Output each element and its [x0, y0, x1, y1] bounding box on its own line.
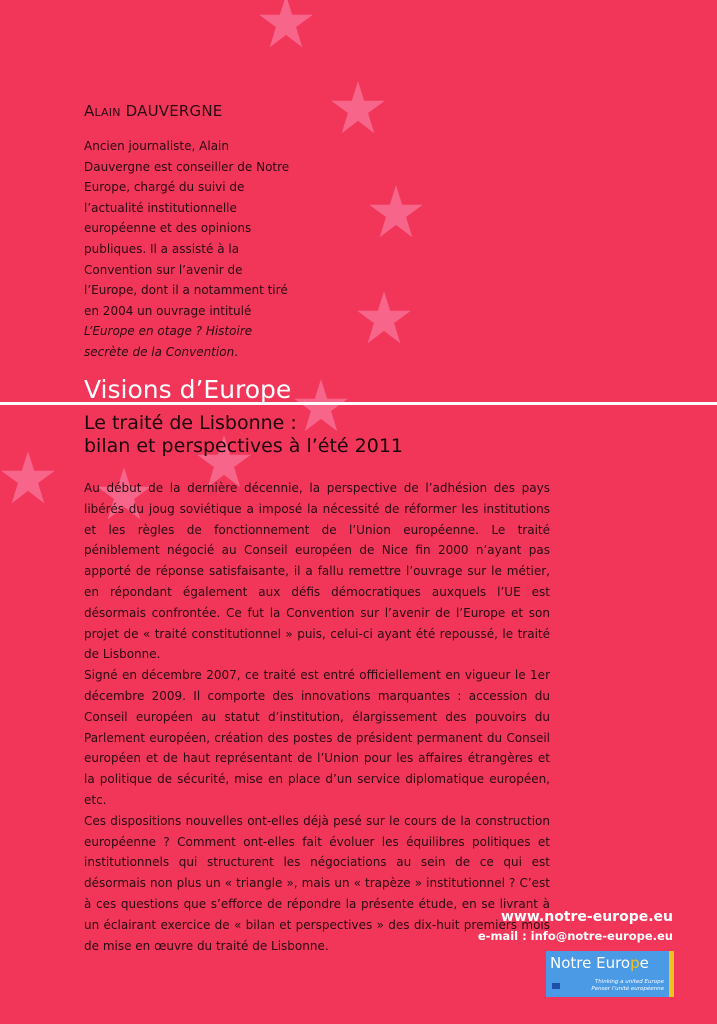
book-title: L’Europe en otage ? Histoire secrète de la Convention: [84, 324, 253, 359]
document-title: [84, 412, 403, 458]
bio-text: Ancien journaliste, Alain Dauvergne est conseiller de Notre Europe, chargé du suivi de l’actualité institutionnelle européenne et des opinions publiques. Il a assisté à la Convention sur l’avenir de l’Europe, dont il a notamment tiré en 2004 un ouvrage intitulé: [84, 139, 290, 318]
title-line: Le traité de Lisbonne :: [84, 412, 297, 434]
author-first-name: LAIN: [94, 106, 121, 119]
star-decoration: [0, 450, 56, 506]
star-decoration: [258, 0, 314, 50]
summary-paragraph: Ces dispositions nouvelles ont-elles déjà pesé sur le cours de la construction européenne ? Comment ont-elles fait évoluer les équilibres politiques et institutionnels qui structurent les négociations au sein de ce qui est désormais non plus un « triangle », mais un « trapèze » institutionnel ? C’est à ces questions que s’efforce de répondre la présente étude, en se livrant à un éclairant exercice de « bilan et perspectives » des dix-huit premiers mois de mise en œuvre du traité de Lisbonne.: [84, 813, 550, 953]
summary-text: [84, 478, 550, 956]
title-line: bilan et perspectives à l’été 2011: [84, 435, 404, 457]
star-decoration: [330, 80, 386, 136]
logo-tagline: [591, 979, 664, 993]
author-last-name: DAUVERGNE: [125, 102, 223, 120]
logo-name-end: e: [639, 954, 649, 972]
star-decoration: [368, 184, 424, 240]
bio-end: .: [234, 344, 238, 359]
series-title: Visions d’Europe: [84, 375, 292, 404]
logo-name-accent: p: [630, 954, 640, 972]
tagline-line: Penser l’unité européenne: [591, 986, 664, 992]
star-decoration: [356, 290, 412, 346]
website-link[interactable]: www.notre-europe.eu: [501, 909, 673, 925]
summary-paragraph: Au début de la dernière décennie, la perspective de l’adhésion des pays libérés du joug soviétique a imposé la nécessité de réformer les institutions et les règles de fonctionnement de l’Union européenne. Le traité péniblement négocié au Conseil européen de Nice fin 2000 n’ayant pas apporté de réponse satisfaisante, il a fallu remettre l’ouvrage sur le métier, en répondant également aux défis démocratiques auxquels l’UE est désormais confrontée. Ce fut la Convention sur l’avenir de l’Europe et son projet de « traité constitutionnel » puis, celui-ci ayant été repoussé, le traité de Lisbonne.: [84, 481, 550, 662]
email-link[interactable]: e-mail : info@notre-europe.eu: [477, 929, 673, 943]
logo-stripe: [669, 951, 674, 997]
notre-europe-logo: [546, 951, 674, 997]
eu-flag-icon: [552, 983, 560, 989]
author-initial: A: [84, 102, 95, 120]
author-bio: [84, 136, 290, 363]
logo-name-part: Notre Euro: [550, 954, 631, 972]
summary-paragraph: Signé en décembre 2007, ce traité est entré officiellement en vigueur le 1er décembre 2009. Il comporte des innovations marquantes : accession du Conseil européen au statut d’institution, élargissement des pouvoirs du Parlement européen, création des postes de président permanent du Conseil européen et de haut représentant de l’Union pour les affaires étrangères et la politique de sécurité, mise en place d’un service diplomatique européen, etc.: [84, 668, 550, 807]
logo-name: [550, 954, 649, 972]
author-name: [84, 102, 222, 120]
contact-info: [478, 908, 673, 946]
tagline-line: Thinking a united Europe: [594, 979, 664, 985]
